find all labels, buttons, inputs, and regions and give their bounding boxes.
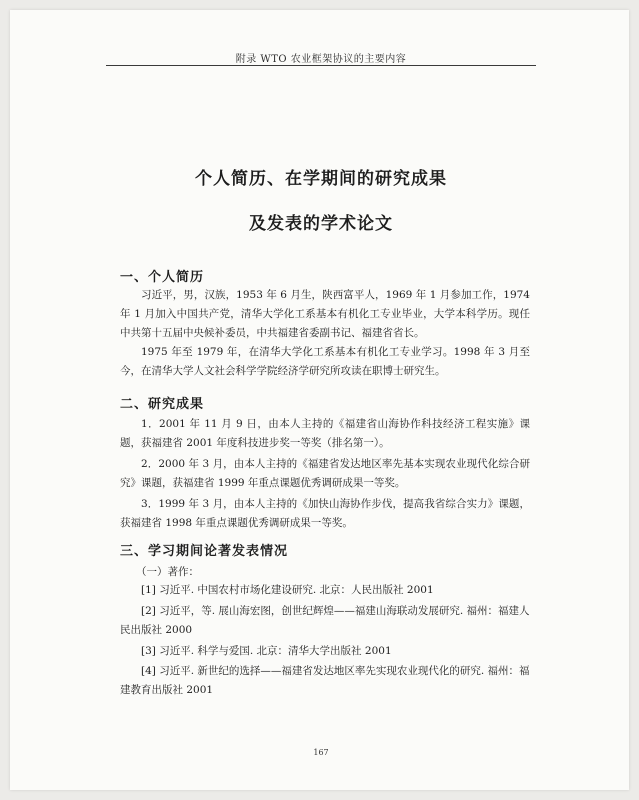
reference-item-4: [4] 习近平. 新世纪的选择——福建省发达地区率先实现农业现代化的研究. 福州：福建教育出版社 2001 (120, 665, 530, 696)
section-heading-research: 二、研究成果 (120, 397, 205, 412)
resume-paragraph-1: 习近平，男，汉族，1953 年 6 月生，陕西富平人，1969 年 1 月参加工作，1974 年 1 月加入中国共产党，清华大学化工系基本有机化工专业毕业，大学本科学历。现任中共第十五届中央候补委员，中共福建省委副书记、福建省省长。 (120, 289, 530, 339)
resume-paragraph-2: 1975 年至 1979 年，在清华大学化工系基本有机化工专业学习。1998 年 3 月至今，在清华大学人文社会科学学院经济学研究所攻读在职博士研究生。 (120, 346, 530, 377)
page-number: 167 (313, 748, 329, 757)
publications-subheading: （一）著作： (136, 566, 199, 578)
section-heading-resume: 一、个人简历 (120, 270, 205, 285)
research-item-3: 3．1999 年 3 月，由本人主持的《加快山海协作步伐，提高我省综合实力》课题，获福建省 1998 年重点课题优秀调研成果一等奖。 (120, 498, 530, 529)
reference-item-2: [2] 习近平，等. 展山海宏图，创世纪辉煌——福建山海联动发展研究. 福州：福建人民出版社 2000 (120, 605, 530, 636)
reference-item-1: [1] 习近平. 中国农村市场化建设研究. 北京：人民出版社 2001 (141, 584, 434, 596)
header-rule (106, 65, 536, 66)
page-title-line-2: 及发表的学术论文 (249, 214, 393, 234)
reference-item-3: [3] 习近平. 科学与爱国. 北京：清华大学出版社 2001 (141, 645, 392, 657)
running-header: 附录 WTO 农业框架协议的主要内容 (235, 54, 407, 65)
research-item-2: 2．2000 年 3 月，由本人主持的《福建省发达地区率先基本实现农业现代化综合研究》课题，获福建省 1999 年重点课题优秀调研成果一等奖。 (120, 458, 530, 489)
page-title-line-1: 个人简历、在学期间的研究成果 (195, 169, 447, 189)
research-item-1: 1．2001 年 11 月 9 日，由本人主持的《福建省山海协作科技经济工程实施》课题，获福建省 2001 年度科技进步奖一等奖（排名第一）。 (120, 418, 530, 449)
section-heading-publications: 三、学习期间论著发表情况 (120, 544, 289, 559)
document-page (10, 10, 629, 790)
